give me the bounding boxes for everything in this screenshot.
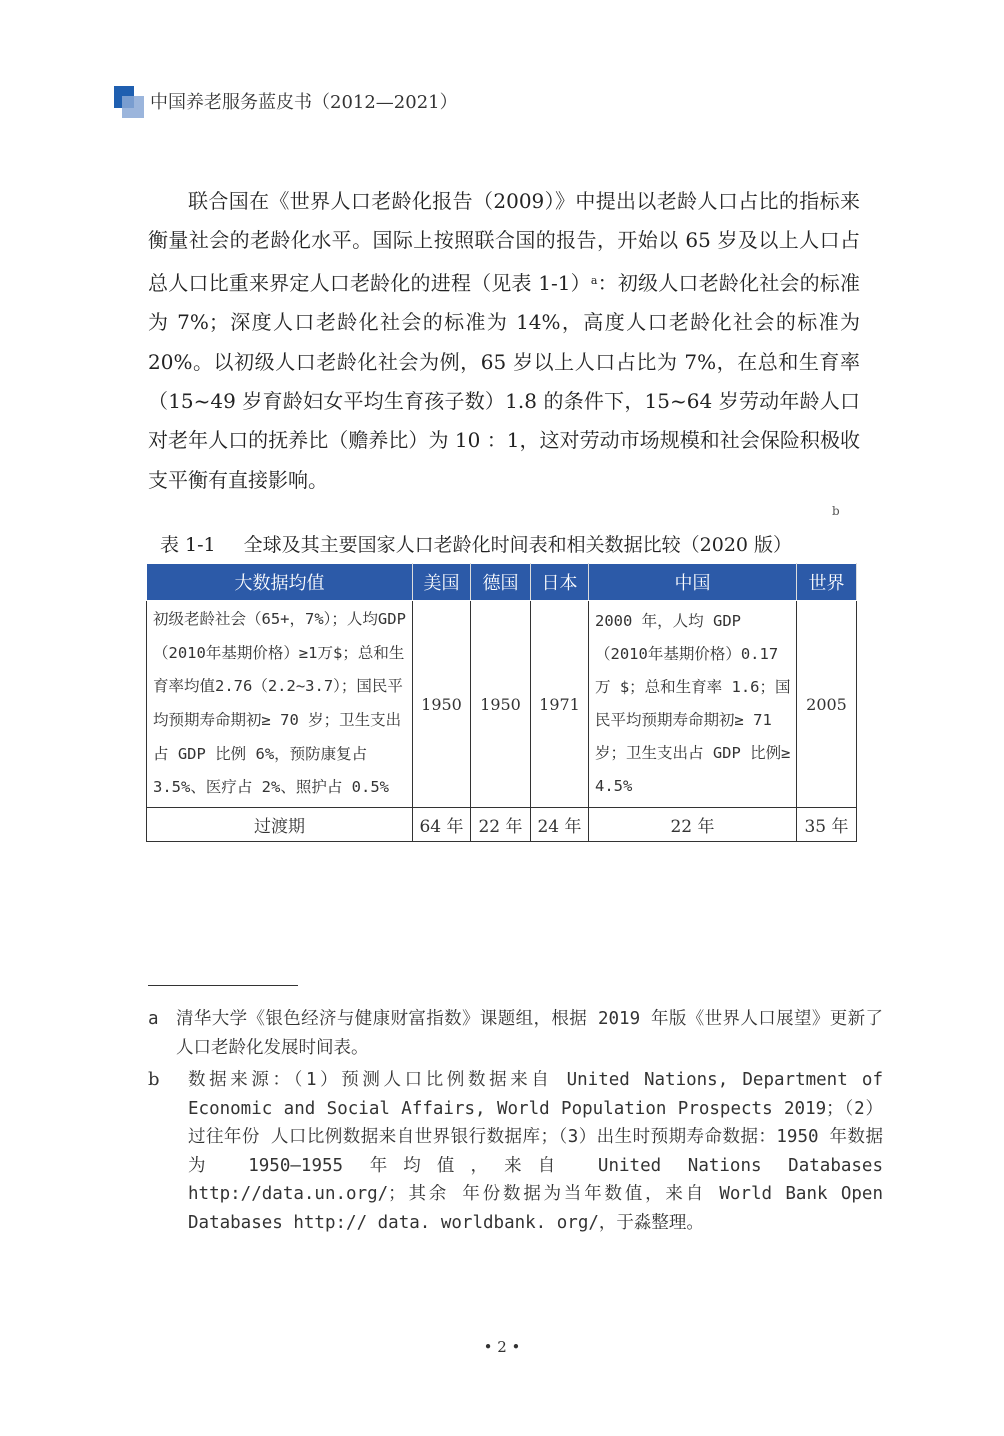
cell-china-desc: 2000 年，人均 GDP（2010年基期价格）0.17 万 $；总和生育率 1.6；国民平均预期寿命期初≥ 71 岁；卫生支出占 GDP 比例≥ 4.5% (589, 601, 797, 808)
table-row (147, 601, 857, 808)
cell-usa-transition: 64 年 (413, 808, 471, 842)
header-world: 世界 (797, 564, 857, 601)
page-number: • 2 • (483, 1338, 521, 1356)
footnote-a-text: 清华大学《银色经济与健康财富指数》课题组，根据 2019 年版《世界人口展望》更新了人口老龄化发展时间表。 (176, 1009, 883, 1058)
paragraph-part2: ：初级人口老龄化社会的标准为 7%；深度人口老龄化社会的标准为 14%，高度人口老龄化社会的标准为 20%。以初级人口老龄化社会为例，65 岁以上人口占比为 7%，在总和生育率（15~49 岁育龄妇女平均生育孩子数）1.8 的条件下，15~64 岁劳动年龄人口对老年人口的抚养比（赡养比）为 10 ：1，这对劳动市场规模和社会保险积极收支平衡有直接影响。 (148, 270, 861, 492)
header-japan: 日本 (531, 564, 589, 601)
footnote-a-mark: a (148, 1009, 159, 1029)
cell-germany-year: 1950 (471, 601, 531, 808)
header-germany: 德国 (471, 564, 531, 601)
footnote-a (148, 1005, 883, 1062)
cell-china-transition: 22 年 (589, 808, 797, 842)
cell-world-transition: 35 年 (797, 808, 857, 842)
table-header-row (147, 564, 857, 601)
table-row (147, 808, 857, 842)
header-indicator: 大数据均值 (147, 564, 413, 601)
cell-germany-transition: 22 年 (471, 808, 531, 842)
body-paragraph (148, 182, 860, 500)
cell-usa-year: 1950 (413, 601, 471, 808)
footnote-b-mark: b (148, 1069, 160, 1090)
cell-japan-year: 1971 (531, 601, 589, 808)
cell-transition-label: 过渡期 (147, 808, 413, 842)
header-usa: 美国 (413, 564, 471, 601)
footnote-ref-a[interactable]: a (590, 273, 598, 287)
footnote-ref-b[interactable]: b (832, 504, 840, 518)
footnote-divider (148, 985, 298, 986)
book-logo-icon (114, 86, 148, 120)
cell-japan-transition: 24 年 (531, 808, 589, 842)
header-china: 中国 (589, 564, 797, 601)
cell-world-year: 2005 (797, 601, 857, 808)
aging-comparison-table (146, 563, 857, 842)
cell-indicator-desc: 初级老龄社会（65+，7%）；人均GDP（2010年基期价格）≥1万$；总和生育率均值2.76（2.2~3.7）；国民平均预期寿命期初≥ 70 岁；卫生支出占 GDP 比例 6%，预防康复占3.5%、医疗占 2%、照护占 0.5% (147, 601, 413, 808)
table-caption-title: 全球及其主要国家人口老龄化时间表和相关数据比较（2020 版） (243, 534, 793, 556)
paragraph-part1: 联合国在《世界人口老龄化报告（2009）》中提出以老龄人口占比的指标来衡量社会的老龄化水平。国际上按照联合国的报告，开始以 65 岁及以上人口占总人口比重来界定人口老龄化的进程（见表 1-1） (148, 189, 860, 295)
header-title: 中国养老服务蓝皮书（2012—2021） (150, 92, 458, 113)
table-caption (160, 530, 792, 557)
table-caption-number: 表 1-1 (160, 534, 216, 556)
footnote-b (148, 1066, 883, 1237)
footnote-b-text: 数据来源：（1）预测人口比例数据来自 United Nations, Department of Economic and Social Affairs, World Population Prospects 2019；（2）过往年份 人口比例数据来自世界银行数据库；（3）出生时预期寿命数据：1950 年数据 为 1950—1955 年均值，来自 United Nations Databases http://data.un.org/；其余 年份数据为当年数值，来自 World Bank Open Databases http:// data. worldbank. org/，于淼整理。 (188, 1070, 883, 1233)
